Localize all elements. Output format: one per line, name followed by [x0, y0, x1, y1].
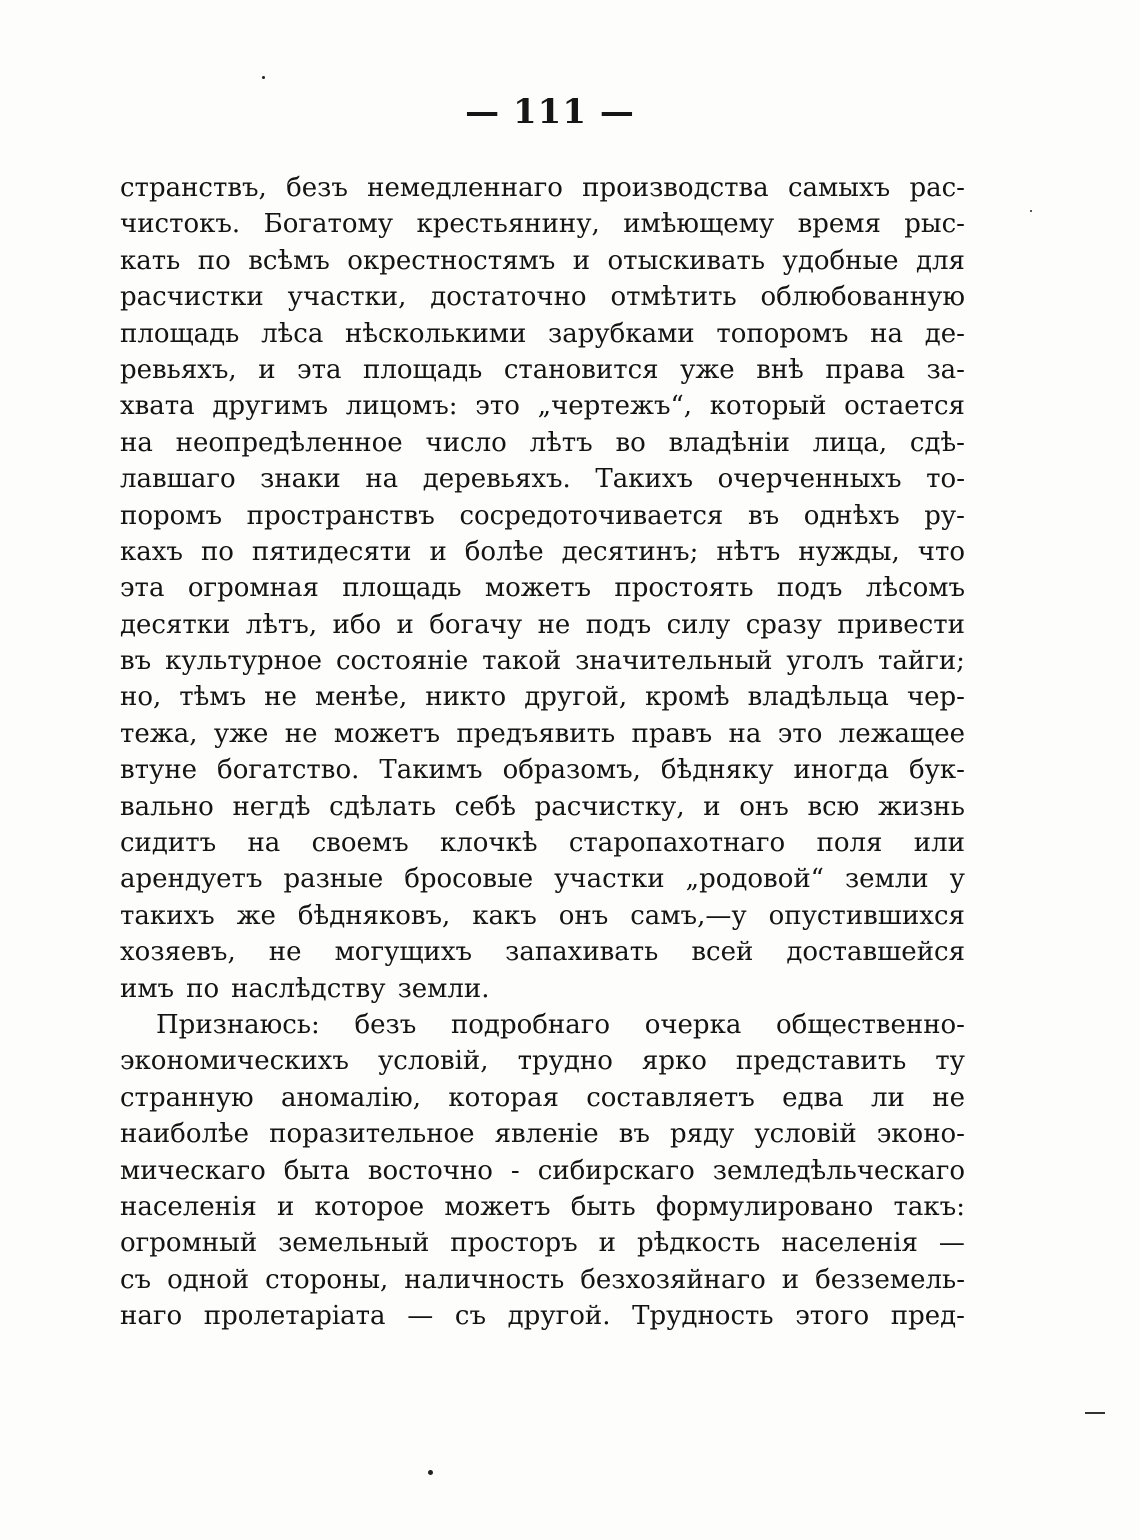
word: число	[425, 427, 507, 458]
paragraph-1	[120, 170, 965, 1007]
text-line	[120, 679, 965, 715]
word: безхозяйнаго	[580, 1264, 766, 1295]
word: которое	[314, 1191, 425, 1222]
word: -	[510, 1155, 520, 1186]
word: сосредоточивается	[459, 500, 724, 531]
word: предъявить	[456, 718, 616, 749]
word: уже	[680, 354, 735, 385]
word: нѣсколькими	[345, 318, 527, 349]
word: лѣса	[261, 318, 324, 349]
word: ибо	[332, 609, 382, 640]
word: „чертежъ“,	[537, 391, 693, 422]
word: подъ	[585, 609, 652, 640]
word: немедленнаго	[367, 173, 563, 203]
word: въ	[618, 1119, 650, 1150]
text-line	[120, 170, 965, 206]
word: эта	[297, 354, 342, 385]
word: земельный	[278, 1228, 430, 1259]
text-line	[120, 498, 965, 534]
text-line	[120, 1298, 965, 1334]
word: земли.	[397, 973, 490, 1004]
word: восточно	[367, 1155, 493, 1186]
word: аномалію,	[281, 1082, 421, 1113]
word: очерченныхъ	[717, 464, 902, 495]
word: стороны,	[265, 1264, 389, 1295]
word: другой.	[507, 1301, 611, 1332]
word: самъ,—у	[630, 900, 747, 931]
word: такихъ	[120, 900, 215, 931]
word: отыскивать	[607, 245, 766, 276]
word: безъ	[286, 173, 348, 203]
word: ряду	[669, 1119, 735, 1150]
word: значительный	[575, 646, 773, 677]
word: площадь	[342, 573, 462, 604]
text-line	[120, 643, 965, 679]
word: время	[797, 209, 881, 240]
word: негдѣ	[232, 791, 311, 822]
word: внѣ	[756, 354, 804, 385]
text-line	[120, 1080, 965, 1116]
word: ру-	[924, 500, 965, 531]
word: болѣе	[464, 536, 544, 567]
word: едва	[782, 1082, 844, 1113]
word: по	[186, 973, 220, 1004]
word: уголъ	[786, 646, 865, 677]
word: становится	[503, 354, 659, 385]
word: съ	[454, 1301, 486, 1332]
text-line	[120, 898, 965, 934]
word: неопредѣленное	[175, 427, 403, 458]
word: за-	[926, 354, 965, 385]
word: богачу	[429, 609, 523, 640]
word: быть	[570, 1191, 636, 1222]
word: бук-	[908, 755, 965, 786]
word: самыхъ	[787, 173, 891, 203]
word: Такимъ	[379, 755, 483, 786]
text-line	[120, 279, 965, 315]
word: могущихъ	[334, 937, 473, 968]
word: однѣхъ	[803, 500, 900, 531]
scan-speck	[262, 76, 265, 79]
word: сибирскаго	[537, 1155, 695, 1186]
word: составляетъ	[586, 1082, 755, 1113]
word: но,	[120, 682, 162, 713]
text-line	[120, 971, 965, 1007]
word: клочкѣ	[439, 828, 538, 859]
word: рѣдкость	[636, 1228, 761, 1259]
word: уже	[213, 718, 269, 749]
word: достаточно	[430, 282, 587, 313]
word: на	[728, 718, 762, 749]
word: имъ	[120, 973, 175, 1004]
word: безземель-	[815, 1264, 965, 1295]
word: зарубками	[548, 318, 695, 349]
word: это	[777, 718, 823, 749]
word: расчистки	[120, 282, 264, 313]
word: рыс-	[904, 209, 965, 240]
word: чер-	[906, 682, 965, 713]
word: знаки	[260, 464, 341, 495]
text-line	[120, 316, 965, 352]
word: экономическихъ	[120, 1046, 349, 1077]
word: менѣе,	[314, 682, 408, 713]
word: и	[572, 245, 591, 276]
word: поразительное	[269, 1119, 475, 1150]
page-number: — 111 —	[465, 92, 635, 132]
word: нужды,	[798, 536, 900, 567]
word: на	[365, 464, 399, 495]
word: правъ	[631, 718, 713, 749]
scan-mark	[1085, 1412, 1105, 1414]
text-line	[120, 425, 965, 461]
word: ярко	[641, 1046, 707, 1077]
text-line	[120, 789, 965, 825]
text-line	[120, 1262, 965, 1298]
word: сдѣ-	[909, 427, 965, 458]
word: бѣдняку	[660, 755, 774, 786]
word: площадь	[363, 354, 483, 385]
word: въ	[120, 646, 152, 677]
word: кромѣ	[645, 682, 730, 713]
word: и	[781, 1264, 800, 1295]
word: силу	[666, 609, 731, 640]
word: наслѣдству	[231, 973, 386, 1004]
word: и	[396, 609, 414, 640]
word: старопахотнаго	[568, 828, 786, 859]
word: остается	[844, 391, 965, 422]
word: никто	[425, 682, 507, 713]
word: онъ	[558, 900, 609, 931]
word: ту	[935, 1046, 965, 1077]
text-line	[120, 716, 965, 752]
word: привести	[837, 609, 965, 640]
word: простоять	[614, 573, 754, 604]
word: облюбованную	[760, 282, 965, 313]
word: не	[537, 609, 571, 640]
word: огромная	[187, 573, 319, 604]
word: тѣмъ	[179, 682, 247, 713]
word: расчистку,	[534, 791, 685, 822]
word: лѣтъ,	[245, 609, 318, 640]
word: мическаго	[120, 1155, 266, 1186]
word: лежащее	[838, 718, 965, 749]
word: рас-	[909, 173, 965, 203]
word: „родовой“	[685, 864, 824, 895]
word: кахъ	[120, 536, 183, 567]
word: подъ	[776, 573, 843, 604]
word: не	[264, 682, 297, 713]
word: имѣющему	[623, 209, 775, 240]
word: у	[949, 864, 965, 895]
word: по	[197, 245, 231, 276]
word: населенія	[120, 1191, 257, 1222]
word: хвата	[120, 391, 195, 422]
word: участки	[554, 864, 665, 895]
word: состояніе	[335, 646, 469, 677]
word: поромъ	[120, 500, 223, 531]
word: десятинъ;	[561, 536, 699, 567]
word: владѣніи	[668, 427, 790, 458]
word: для	[916, 245, 965, 276]
word: не	[284, 718, 318, 749]
word: который	[709, 391, 827, 422]
word: другой,	[524, 682, 628, 713]
word: эконо-	[876, 1119, 965, 1150]
word: тайги;	[877, 646, 965, 677]
word: же	[236, 900, 276, 931]
word: культурное	[165, 646, 323, 677]
text-line	[120, 607, 965, 643]
word: поля	[816, 828, 883, 859]
word: доставшейся	[786, 937, 965, 968]
word: всю	[807, 791, 860, 822]
text-line	[120, 1189, 965, 1225]
text-line	[120, 861, 965, 897]
scan-speck	[1030, 210, 1032, 212]
word: такъ:	[893, 1191, 965, 1222]
word: формулировано	[655, 1191, 874, 1222]
word: иногда	[793, 755, 889, 786]
word: этого	[795, 1301, 870, 1332]
word: топоромъ	[716, 318, 849, 349]
word: съ	[120, 1264, 152, 1295]
word: не	[932, 1082, 965, 1113]
word: сразу	[745, 609, 822, 640]
text-line	[120, 825, 965, 861]
word: и	[276, 1191, 295, 1222]
word: —	[938, 1228, 965, 1259]
word: которая	[448, 1082, 559, 1113]
text-line	[120, 461, 965, 497]
word: явленіе	[494, 1119, 599, 1150]
word: опустившихся	[768, 900, 965, 931]
word: де-	[924, 318, 965, 349]
word: можетъ	[444, 1191, 551, 1222]
word: жизнь	[878, 791, 965, 822]
word: всей	[691, 937, 754, 968]
body-text	[120, 170, 965, 1335]
word: земли	[844, 864, 929, 895]
word: богатство.	[217, 755, 360, 786]
text-line	[120, 388, 965, 424]
word: лицомъ:	[345, 391, 458, 422]
word: ли	[871, 1082, 905, 1113]
word: участки,	[287, 282, 407, 313]
word: такой	[482, 646, 562, 677]
word: пролетаріата	[203, 1301, 386, 1332]
word: сдѣлать	[329, 791, 436, 822]
text-line	[120, 352, 965, 388]
text-line	[120, 570, 965, 606]
word: лавшаго	[120, 464, 236, 495]
word: другимъ	[212, 391, 329, 422]
word: наго	[120, 1301, 183, 1332]
word: владѣльца	[747, 682, 889, 713]
word: условій	[754, 1119, 857, 1150]
word: Такихъ	[595, 464, 694, 495]
text-line	[120, 934, 965, 970]
word: трудно	[517, 1046, 613, 1077]
paragraph-2	[120, 1007, 965, 1335]
word: ревьяхъ,	[120, 354, 237, 385]
word: запахивать	[505, 937, 659, 968]
word: населенія	[781, 1228, 918, 1259]
word: быта	[283, 1155, 350, 1186]
word: арендуетъ	[120, 864, 263, 895]
word: и	[703, 791, 721, 822]
word: подробнаго	[450, 1009, 610, 1040]
word: окрестностямъ	[347, 245, 556, 276]
text-line	[120, 1043, 965, 1079]
word: крестьянину,	[416, 209, 600, 240]
text-line	[120, 243, 965, 279]
word: всѣмъ	[248, 245, 330, 276]
word: своемъ	[311, 828, 409, 859]
word: отмѣтить	[610, 282, 737, 313]
text-line	[120, 1153, 965, 1189]
word: пред-	[890, 1301, 965, 1332]
word: что	[917, 536, 965, 567]
word: чистокъ.	[120, 209, 241, 240]
text-line	[120, 1116, 965, 1152]
word: права	[825, 354, 905, 385]
word: огромный	[120, 1228, 258, 1259]
word: условій,	[377, 1046, 489, 1077]
text-line	[120, 1225, 965, 1261]
word: очерка	[644, 1009, 742, 1040]
word: можетъ	[484, 573, 592, 604]
word: и	[598, 1228, 616, 1259]
word: пространствъ	[246, 500, 435, 531]
word: Признаюсь:	[156, 1009, 320, 1040]
word: площадь	[120, 318, 240, 349]
word: то-	[926, 464, 965, 495]
word: это	[475, 391, 520, 422]
word: бросовые	[404, 864, 534, 895]
word: общественно-	[776, 1009, 965, 1040]
word: земледѣльческаго	[712, 1155, 965, 1186]
word: удобные	[782, 245, 899, 276]
word: въ	[747, 500, 780, 531]
word: тежа,	[120, 718, 198, 749]
word: или	[913, 828, 965, 859]
word: Трудность	[632, 1301, 774, 1332]
text-line	[120, 534, 965, 570]
word: странствъ,	[120, 173, 267, 203]
word: наличность	[404, 1264, 565, 1295]
text-line	[120, 1007, 965, 1043]
word: и	[429, 536, 447, 567]
word: не	[268, 937, 302, 968]
word: во	[615, 427, 646, 458]
word: странную	[120, 1082, 254, 1113]
word: образомъ,	[502, 755, 641, 786]
word: на	[870, 318, 904, 349]
word: представить	[735, 1046, 907, 1077]
text-line	[120, 752, 965, 788]
word: лица,	[812, 427, 888, 458]
word: лѣтъ	[529, 427, 593, 458]
scan-speck	[428, 1470, 433, 1475]
word: втуне	[120, 755, 198, 786]
word: просторъ	[450, 1228, 578, 1259]
word: производства	[582, 173, 769, 203]
text-line	[120, 206, 965, 242]
word: себѣ	[454, 791, 516, 822]
word: на	[120, 427, 153, 458]
word: можетъ	[333, 718, 440, 749]
word: онъ	[739, 791, 789, 822]
word: деревьяхъ.	[422, 464, 571, 495]
word: эта	[120, 573, 165, 604]
word: какъ	[472, 900, 537, 931]
word: наиболѣе	[120, 1119, 250, 1150]
word: по	[200, 536, 234, 567]
word: нѣтъ	[716, 536, 781, 567]
word: вально	[120, 791, 214, 822]
word: десятки	[120, 609, 231, 640]
word: одной	[167, 1264, 250, 1295]
word: безъ	[354, 1009, 417, 1040]
word: кать	[120, 245, 181, 276]
word: и	[258, 354, 276, 385]
word: Богатому	[263, 209, 394, 240]
word: лѣсомъ	[865, 573, 965, 604]
word: сидитъ	[120, 828, 217, 859]
word: хозяевъ,	[120, 937, 236, 968]
word: на	[247, 828, 281, 859]
word: пятидесяти	[251, 536, 412, 567]
word: разные	[283, 864, 384, 895]
word: —	[407, 1301, 434, 1332]
word: бѣдняковъ,	[297, 900, 451, 931]
